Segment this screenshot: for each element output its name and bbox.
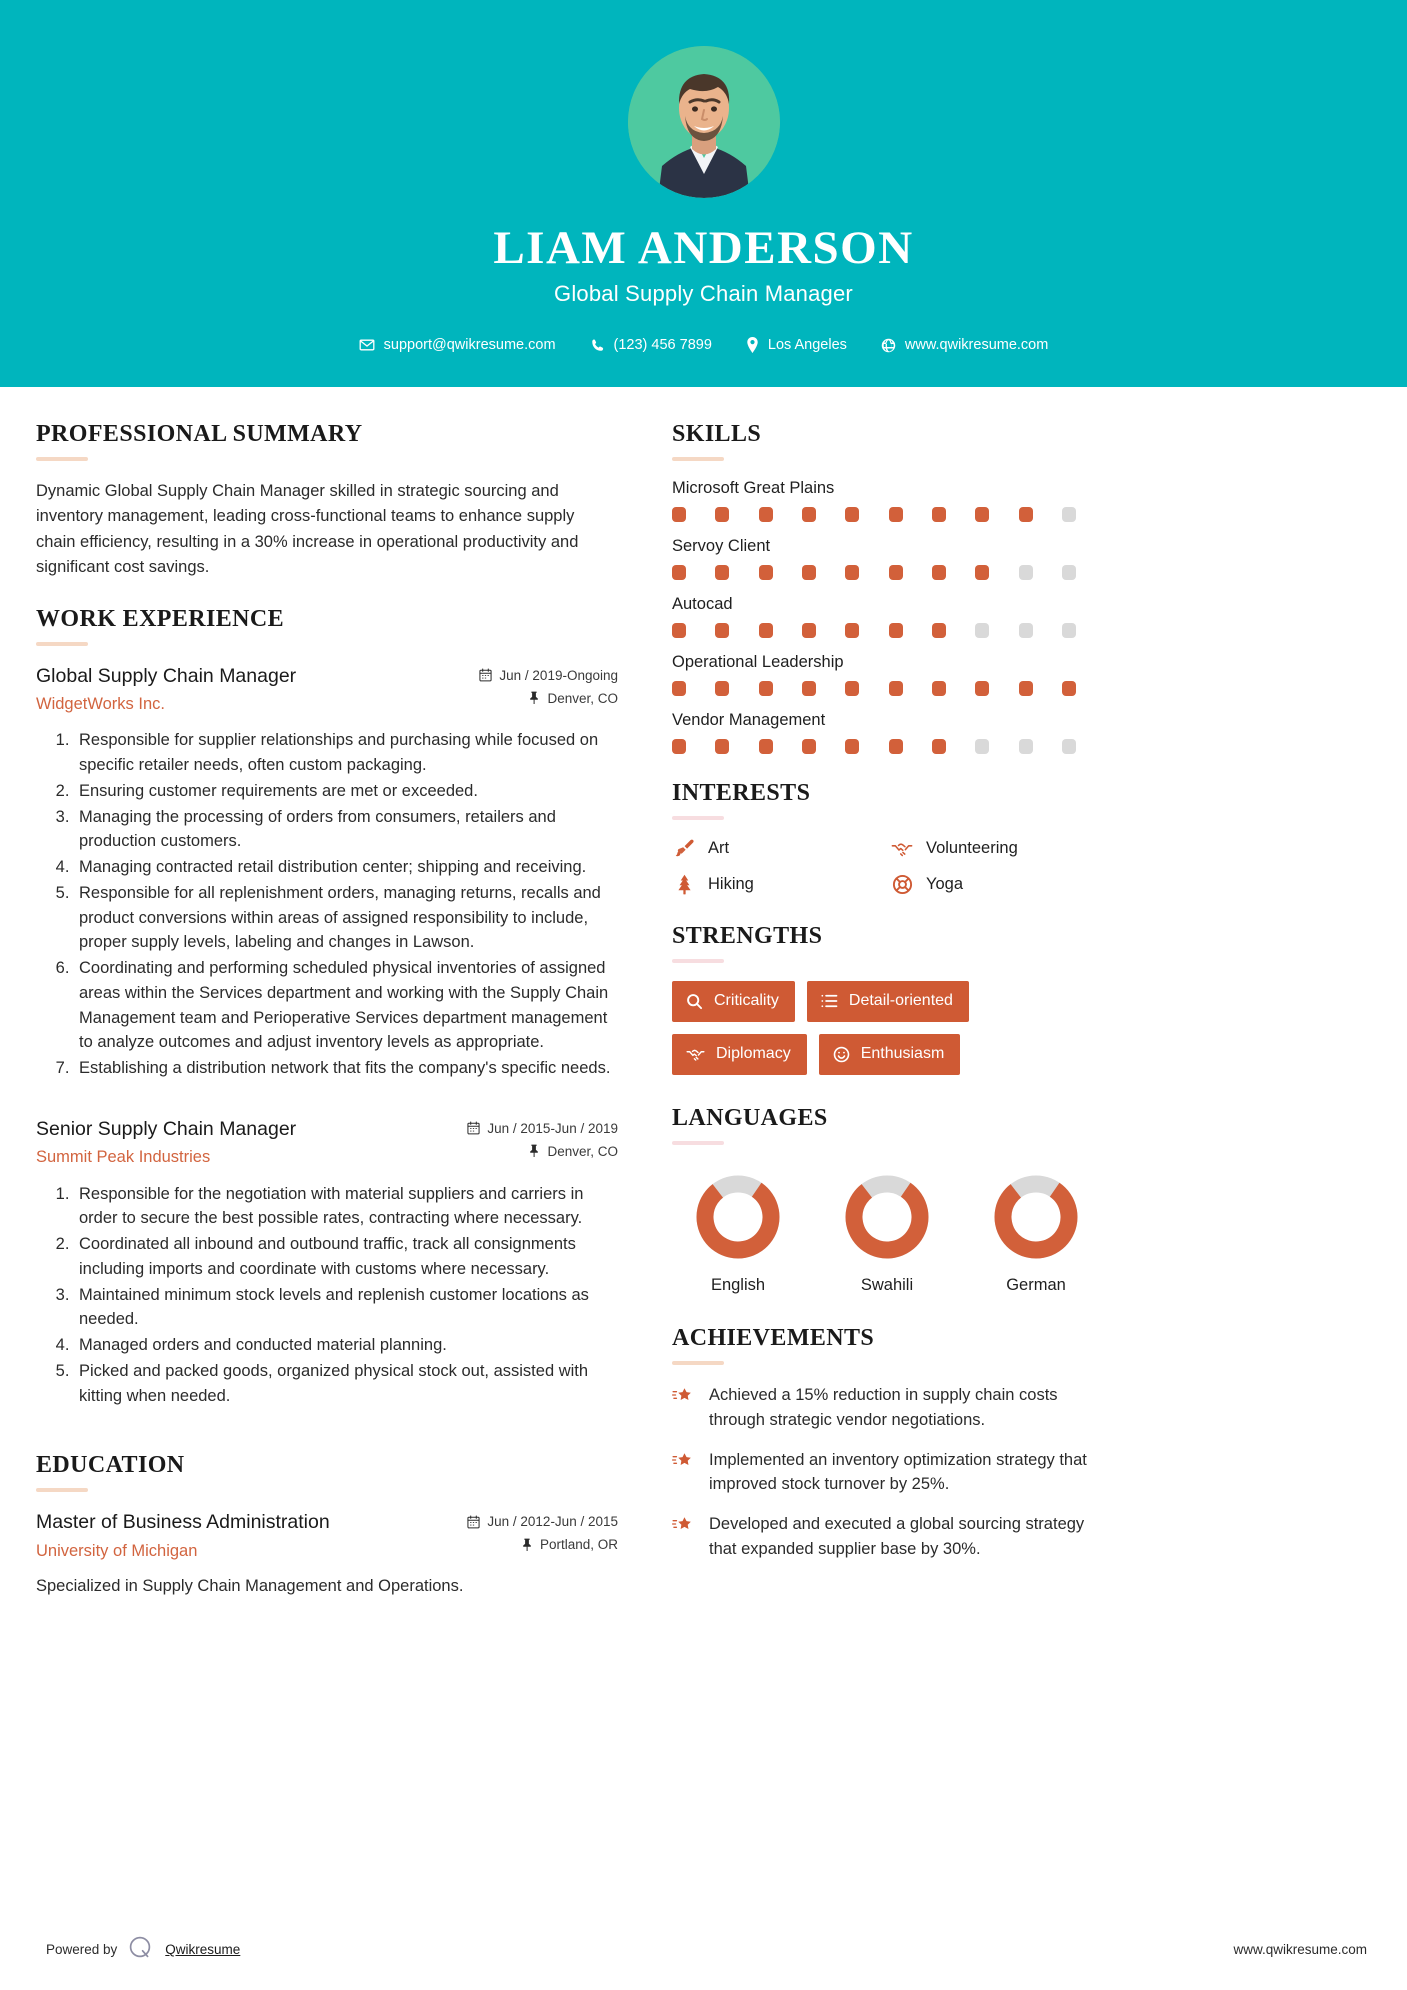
list-item: 6. Coordinating and performing scheduled physical inventories of assigned areas within the Services department and working with the Supply Chain Management team and Perioperative Services department management to analyze outcomes and adjust inventory levels as appropriate. (74, 956, 618, 1055)
skill-dot-filled (845, 681, 859, 696)
section-title-achievements: ACHIEVEMENTS (672, 1325, 875, 1352)
job-title: Global Supply Chain Manager (554, 281, 853, 307)
skill-dot-empty (975, 739, 989, 754)
skill-dot-filled (1019, 681, 1033, 696)
footer-url: www.qwikresume.com (1233, 1942, 1367, 1957)
donut-chart-swahili (825, 1171, 949, 1263)
skill-dot-filled (889, 623, 903, 638)
shooting-star-icon (672, 1448, 694, 1475)
calendar-icon (467, 1121, 480, 1135)
skill-rating (672, 507, 1076, 522)
resume-header (0, 0, 1407, 387)
education-date: Jun / 2012-Jun / 2015 (487, 1514, 618, 1530)
work-entry-head (36, 664, 618, 716)
skill-name: Operational Leadership (672, 653, 844, 672)
interest-label: Hiking (708, 875, 754, 894)
handshake-icon (686, 1046, 705, 1063)
skill-dot-filled (759, 681, 773, 696)
skill-dot-empty (1019, 739, 1033, 754)
language-german (974, 1171, 1098, 1295)
education-description: Specialized in Supply Chain Management and Operations. (36, 1577, 464, 1596)
list-item: 3. Maintained minimum stock levels and replenish customer locations as needed. (74, 1283, 618, 1333)
calendar-icon (467, 1515, 480, 1529)
interest-yoga (890, 874, 1102, 895)
interest-label: Yoga (926, 875, 964, 894)
contact-phone-text: (123) 456 7899 (613, 337, 712, 354)
contact-row (0, 337, 1407, 353)
skill-dot-filled (715, 623, 729, 638)
education-entry-meta (467, 1510, 618, 1560)
right-column (672, 421, 1102, 1587)
strength-label: Criticality (714, 992, 779, 1010)
language-english (676, 1171, 800, 1295)
skill-dot-filled (889, 565, 903, 580)
resume-footer (0, 1917, 1407, 1990)
skill-name: Microsoft Great Plains (672, 479, 835, 498)
skill-dot-empty (975, 623, 989, 638)
skill-dot-filled (672, 507, 686, 522)
work-location: Denver, CO (547, 1143, 618, 1159)
section-rule (36, 642, 88, 646)
list-item: 7. Establishing a distribution network that fits the company's specific needs. (74, 1056, 618, 1081)
skill-dot-empty (1019, 565, 1033, 580)
skill-rating (672, 565, 1076, 580)
skill-row (672, 479, 1102, 522)
skill-dot-filled (802, 507, 816, 522)
skill-dot-filled (715, 739, 729, 754)
contact-email[interactable] (342, 337, 573, 353)
section-work-experience (36, 606, 618, 1409)
donut-chart-english (676, 1171, 800, 1263)
language-label: Swahili (860, 1276, 914, 1295)
powered-by-label: Powered by (46, 1942, 118, 1957)
list-item: 2. Ensuring customer requirements are met or exceeded. (74, 779, 618, 804)
skill-dot-filled (759, 565, 773, 580)
section-title-strengths: STRENGTHS (672, 923, 823, 950)
handshake-icon (890, 839, 914, 859)
skill-dot-filled (932, 507, 946, 522)
smiley-icon (833, 1046, 850, 1063)
languages-list (672, 1163, 1102, 1295)
skill-dot-filled (802, 739, 816, 754)
calendar-icon (479, 668, 492, 682)
pushpin-icon (521, 1538, 533, 1552)
section-rule (672, 457, 724, 461)
list-item: 3. Managing the processing of orders from consumers, retailers and production customers. (74, 805, 618, 855)
avatar (628, 46, 780, 198)
strength-detail-oriented (807, 981, 969, 1022)
summary-text: Dynamic Global Supply Chain Manager skilled in strategic sourcing and inventory management, leading cross-functional teams to enhance supply chain efficiency, resulting in a 30% increase in operational productivity and significant cost savings. (36, 482, 579, 576)
skill-dot-filled (932, 623, 946, 638)
achievement-text: Developed and executed a global sourcing strategy that expanded supplier base by 30%. (709, 1515, 1085, 1558)
skill-dot-empty (1062, 507, 1076, 522)
skill-dot-filled (672, 565, 686, 580)
interest-art (672, 838, 884, 859)
interest-hiking (672, 874, 884, 895)
work-entry-left (36, 1117, 467, 1169)
skill-dot-filled (759, 507, 773, 522)
qwikresume-logo-icon (128, 1935, 154, 1964)
skill-dot-filled (975, 681, 989, 696)
skill-row (672, 595, 1102, 638)
shooting-star-icon (672, 1383, 694, 1410)
skill-dot-filled (845, 739, 859, 754)
section-professional-summary (36, 421, 618, 579)
section-title-skills: SKILLS (672, 421, 762, 448)
work-entry-meta (467, 1117, 618, 1167)
achievement-text: Achieved a 15% reduction in supply chain costs through strategic vendor negotiations. (709, 1386, 1058, 1429)
contact-website[interactable] (864, 337, 1065, 353)
skill-dot-empty (1019, 623, 1033, 638)
strength-criticality (672, 981, 795, 1022)
interests-grid (672, 838, 1102, 895)
education-date-line (467, 1514, 618, 1529)
skill-dot-filled (802, 565, 816, 580)
contact-location-text: Los Angeles (767, 337, 847, 354)
strengths-list (672, 981, 1102, 1075)
skill-dot-filled (715, 565, 729, 580)
list-item: 1. Responsible for the negotiation with material suppliers and carriers in order to secure the best possible rates, contracting where necessary. (74, 1182, 618, 1232)
list-item: 1. Responsible for supplier relationships and purchasing while focused on specific retailer needs, often custom packaging. (74, 728, 618, 778)
section-title-interests: INTERESTS (672, 780, 811, 807)
skill-rating (672, 681, 1076, 696)
list-item: 2. Coordinated all inbound and outbound traffic, track all consignments including imports and coordinate with customs where necessary. (74, 1232, 618, 1282)
section-education (36, 1452, 618, 1599)
contact-email-text: support@qwikresume.com (383, 337, 556, 354)
interest-label: Volunteering (926, 839, 1018, 858)
section-title-education: EDUCATION (36, 1452, 185, 1479)
skill-name: Autocad (672, 595, 733, 614)
skill-rating (672, 739, 1076, 754)
tree-icon (672, 874, 696, 895)
section-interests (672, 780, 1102, 895)
skill-dot-filled (715, 681, 729, 696)
skill-dot-filled (889, 739, 903, 754)
education-entry-left (36, 1510, 467, 1562)
section-languages (672, 1105, 1102, 1295)
achievement-text: Implemented an inventory optimization strategy that improved stock turnover by 25%. (709, 1450, 1087, 1494)
contact-location (729, 337, 864, 353)
strength-diplomacy (672, 1034, 807, 1075)
skill-dot-filled (889, 681, 903, 696)
education-entry (36, 1510, 618, 1599)
work-entry-left (36, 664, 479, 716)
interest-volunteering (890, 838, 1102, 859)
section-rule (672, 1141, 724, 1145)
skill-dot-filled (975, 507, 989, 522)
work-date: Jun / 2019-Ongoing (499, 667, 618, 683)
skill-dot-filled (1019, 507, 1033, 522)
education-location: Portland, OR (539, 1537, 618, 1553)
work-date: Jun / 2015-Jun / 2019 (487, 1120, 618, 1136)
skill-dot-empty (1062, 739, 1076, 754)
work-bullets (36, 1182, 618, 1409)
language-swahili (825, 1171, 949, 1295)
lifebuoy-icon (890, 874, 914, 895)
skill-rating (672, 623, 1076, 638)
skill-dot-filled (759, 739, 773, 754)
list-icon (821, 993, 838, 1009)
section-rule (672, 1361, 724, 1365)
skill-dot-filled (845, 565, 859, 580)
work-date-line (479, 668, 618, 683)
skill-dot-filled (759, 623, 773, 638)
resume-body (0, 387, 1407, 1917)
achievement-item (672, 1448, 1102, 1497)
work-entry (36, 1117, 618, 1409)
skill-dot-filled (845, 507, 859, 522)
strength-label: Enthusiasm (860, 1045, 945, 1063)
skill-dot-filled (932, 681, 946, 696)
phone-icon (590, 338, 605, 353)
work-date-line (467, 1121, 618, 1136)
avatar-photo (628, 46, 780, 198)
work-entry-meta (479, 664, 618, 714)
work-role: Senior Supply Chain Manager (36, 1117, 297, 1140)
language-label: German (1006, 1276, 1066, 1295)
work-entry (36, 664, 618, 1081)
work-organization: WidgetWorks Inc. (36, 695, 165, 713)
skill-dot-filled (672, 739, 686, 754)
skill-dot-filled (672, 681, 686, 696)
work-bullets (36, 728, 618, 1081)
skill-row (672, 537, 1102, 580)
skill-dot-filled (1062, 681, 1076, 696)
work-role: Global Supply Chain Manager (36, 664, 297, 687)
skill-name: Vendor Management (672, 711, 826, 730)
list-item: 5. Responsible for all replenishment orders, managing returns, recalls and product conversions within areas of assigned responsibility to include, proper supply levels, labeling and changes in Lawson. (74, 881, 618, 955)
skill-row (672, 653, 1102, 696)
section-rule (36, 457, 88, 461)
contact-website-text: www.qwikresume.com (904, 337, 1049, 354)
education-entry-head (36, 1510, 618, 1562)
list-item: 4. Managed orders and conducted material planning. (74, 1333, 618, 1358)
section-title-languages: LANGUAGES (672, 1105, 828, 1132)
strength-enthusiasm (819, 1034, 961, 1075)
work-entry-head (36, 1117, 618, 1169)
qwikresume-link[interactable]: Qwikresume (165, 1942, 241, 1957)
strength-label: Detail-oriented (848, 992, 953, 1010)
strength-label: Diplomacy (716, 1045, 791, 1063)
skill-dot-filled (932, 565, 946, 580)
skill-row (672, 711, 1102, 754)
list-item: 4. Managing contracted retail distribution center; shipping and receiving. (74, 855, 618, 880)
powered-by (46, 1935, 240, 1964)
skill-dot-filled (845, 623, 859, 638)
skill-dot-filled (889, 507, 903, 522)
pushpin-icon (528, 691, 540, 705)
contact-phone[interactable] (573, 337, 729, 353)
achievement-item (672, 1383, 1102, 1432)
envelope-icon (359, 337, 375, 353)
map-pin-icon (746, 337, 759, 353)
section-rule (672, 816, 724, 820)
skill-dot-empty (1062, 565, 1076, 580)
education-degree: Master of Business Administration (36, 1511, 330, 1534)
shooting-star-icon (672, 1512, 694, 1539)
work-location-line (479, 691, 618, 706)
work-location-line (467, 1144, 618, 1159)
section-achievements (672, 1325, 1102, 1561)
interest-label: Art (708, 839, 730, 858)
section-strengths (672, 923, 1102, 1075)
education-location-line (467, 1537, 618, 1552)
left-column (36, 421, 640, 1625)
section-skills (672, 421, 1102, 754)
skill-name: Servoy Client (672, 537, 771, 556)
page-title: LIAM ANDERSON (493, 222, 914, 274)
work-organization: Summit Peak Industries (36, 1148, 211, 1167)
search-icon (686, 993, 703, 1010)
education-school: University of Michigan (36, 1541, 198, 1560)
work-location: Denver, CO (547, 690, 618, 706)
skill-dot-filled (975, 565, 989, 580)
skill-dot-filled (802, 681, 816, 696)
globe-icon (881, 338, 896, 353)
skill-dot-filled (932, 739, 946, 754)
achievement-item (672, 1512, 1102, 1561)
pushpin-icon (528, 1144, 540, 1158)
language-label: English (710, 1276, 766, 1295)
section-rule (672, 959, 724, 963)
paintbrush-icon (672, 838, 696, 859)
donut-chart-german (974, 1171, 1098, 1263)
skill-dot-filled (715, 507, 729, 522)
section-title-summary: PROFESSIONAL SUMMARY (36, 421, 363, 448)
skill-dot-filled (672, 623, 686, 638)
list-item: 5. Picked and packed goods, organized physical stock out, assisted with kitting when needed. (74, 1359, 618, 1409)
section-title-work: WORK EXPERIENCE (36, 605, 285, 632)
section-rule (36, 1488, 88, 1492)
skill-dot-empty (1062, 623, 1076, 638)
skill-dot-filled (802, 623, 816, 638)
